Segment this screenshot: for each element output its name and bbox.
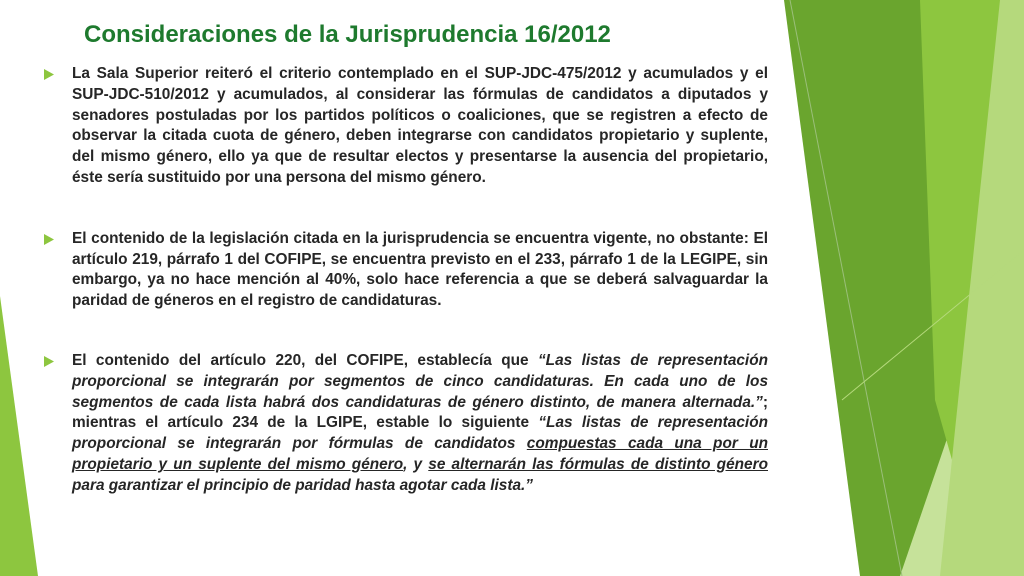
underlined-quoted-text: se alternarán las fórmulas de distinto género bbox=[428, 455, 768, 473]
bullet-list bbox=[40, 64, 768, 497]
underlined-quoted-text: compuestas cada una por un propietario y un suplente del mismo género bbox=[72, 435, 768, 473]
quoted-text: “Las listas de representación proporcional se integrarán por fórmulas de candidatos bbox=[72, 414, 769, 453]
bullet-item bbox=[40, 64, 768, 189]
bullet-text: El contenido de la legislación citada en la jurisprudencia se encuentra vigente, no obstante: El artículo 219, párrafo 1 del COFIPE, se encuentra previsto en el 233, párrafo 1 de la LEGIPE, sin embargo, ya no hace mención al 40%, solo hace referencia a que se deberá salvaguardar la paridad de géneros en el registro de candidaturas. bbox=[72, 229, 768, 310]
bullet-item bbox=[40, 351, 768, 497]
quoted-text: , y bbox=[403, 455, 429, 473]
bullet-text-plain: El contenido del artículo 220, del COFIPE, establecía que bbox=[72, 351, 538, 369]
quoted-text: para garantizar el principio de paridad hasta agotar cada lista.” bbox=[72, 476, 534, 494]
triangle-right-icon bbox=[44, 69, 54, 80]
triangle-right-icon bbox=[44, 234, 54, 245]
bullet-text: La Sala Superior reiteró el criterio contemplado en el SUP-JDC-475/2012 y acumulados y el SUP-JDC-510/2012 y acumulados, al considerar las fórmulas de candidatos a diputados y senadores postuladas por los partidos políticos o coaliciones, que se registren a efecto de observar la citada cuota de género, deben integrarse con candidatos propietario y suplente, del mismo género, ello ya que de resultar electos y presentarse la ausencia del propietario, éste sería sustituido por una persona del mismo género. bbox=[72, 65, 768, 186]
left-green-wedge bbox=[0, 296, 38, 576]
slide-title: Consideraciones de la Jurisprudencia 16/2012 bbox=[84, 21, 611, 48]
triangle-right-icon bbox=[44, 356, 54, 367]
bullet-text-plain: ; mientras el artículo 234 de la LGIPE, estable lo siguiente bbox=[72, 393, 768, 432]
bullet-item bbox=[40, 229, 768, 312]
quoted-text: “Las listas de representación proporcional se integrarán por segmentos de cinco candidaturas. En cada uno de los segmentos de cada lista habrá dos candidaturas de género distinto, de manera alternada.” bbox=[72, 351, 769, 411]
